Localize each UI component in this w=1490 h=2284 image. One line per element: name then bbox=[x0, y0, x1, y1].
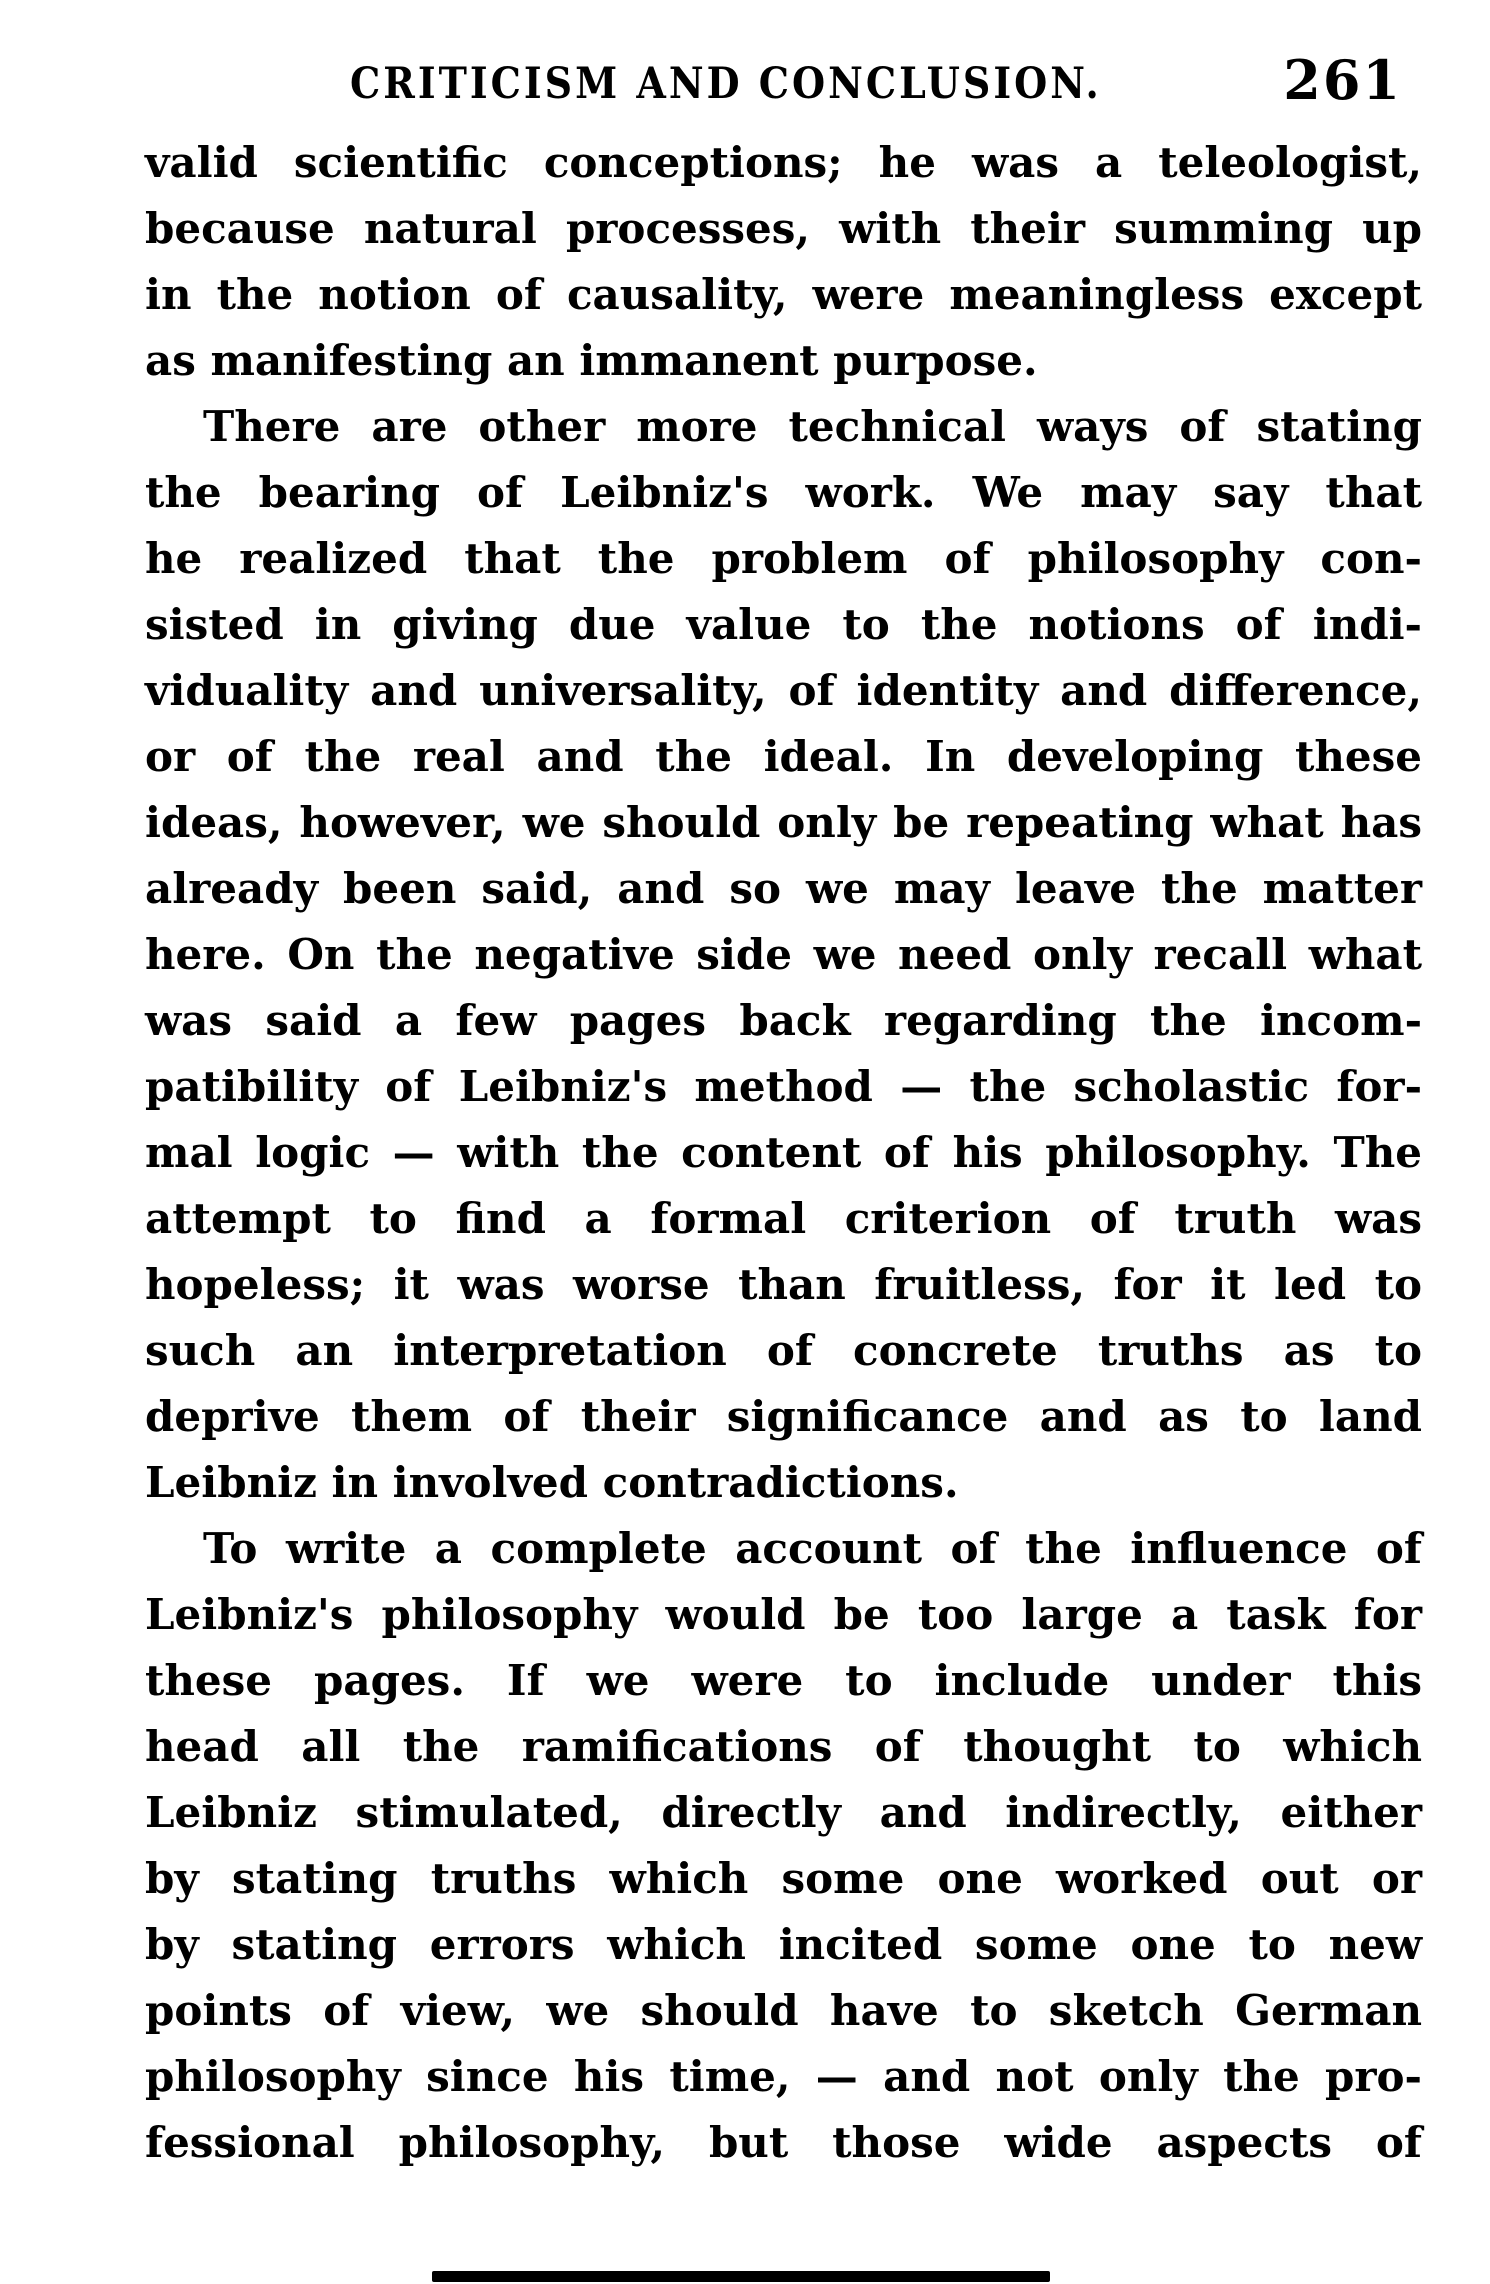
text-line: in the notion of causality, were meaningless except bbox=[145, 270, 1422, 319]
text-line: attempt to find a formal criterion of truth was bbox=[145, 1194, 1422, 1243]
scan-artifact-bar bbox=[432, 2271, 1050, 2282]
paragraph-1 bbox=[145, 130, 1422, 394]
text-line: To write a complete account of the influence of bbox=[203, 1524, 1422, 1573]
text-line: was said a few pages back regarding the incom- bbox=[145, 996, 1422, 1045]
paragraph-2 bbox=[145, 394, 1422, 1516]
text-line: such an interpretation of concrete truths as to bbox=[145, 1326, 1422, 1375]
text-line: deprive them of their significance and as to land bbox=[145, 1392, 1422, 1441]
text-line: these pages. If we were to include under this bbox=[145, 1656, 1422, 1705]
body-text bbox=[145, 130, 1422, 2176]
text-line: valid scientific conceptions; he was a teleologist, bbox=[145, 138, 1422, 187]
text-line: head all the ramifications of thought to which bbox=[145, 1722, 1422, 1771]
text-line: or of the real and the ideal. In developing these bbox=[145, 732, 1422, 781]
text-line: ideas, however, we should only be repeating what has bbox=[145, 798, 1422, 847]
text-line: Leibniz in involved contradictions. bbox=[145, 1458, 959, 1507]
page-number: 261 bbox=[1283, 48, 1402, 112]
text-line: by stating truths which some one worked out or bbox=[145, 1854, 1422, 1903]
text-line: hopeless; it was worse than fruitless, for it led to bbox=[145, 1260, 1422, 1309]
text-line: There are other more technical ways of stating bbox=[203, 402, 1422, 451]
text-line: already been said, and so we may leave the matter bbox=[145, 864, 1422, 913]
text-line: points of view, we should have to sketch German bbox=[145, 1986, 1422, 2035]
text-line: mal logic — with the content of his philosophy. The bbox=[145, 1128, 1422, 1177]
text-line: viduality and universality, of identity and difference, bbox=[145, 666, 1422, 715]
text-line: fessional philosophy, but those wide aspects of bbox=[145, 2118, 1422, 2167]
text-line: patibility of Leibniz's method — the scholastic for- bbox=[145, 1062, 1422, 1111]
text-line: Leibniz stimulated, directly and indirectly, either bbox=[145, 1788, 1422, 1837]
text-line: here. On the negative side we need only recall what bbox=[145, 930, 1422, 979]
text-line: by stating errors which incited some one to new bbox=[145, 1920, 1422, 1969]
running-head-title: CRITICISM AND CONCLUSION. bbox=[350, 57, 1102, 108]
text-line: he realized that the problem of philosophy con- bbox=[145, 534, 1422, 583]
text-line: philosophy since his time, — and not only the pro- bbox=[145, 2052, 1422, 2101]
text-line: because natural processes, with their summing up bbox=[145, 204, 1422, 253]
running-header bbox=[350, 48, 1402, 112]
text-line: Leibniz's philosophy would be too large a task for bbox=[145, 1590, 1422, 1639]
text-line: sisted in giving due value to the notions of indi- bbox=[145, 600, 1422, 649]
text-line: the bearing of Leibniz's work. We may say that bbox=[145, 468, 1422, 517]
text-line: as manifesting an immanent purpose. bbox=[145, 336, 1038, 385]
paragraph-3 bbox=[145, 1516, 1422, 2176]
